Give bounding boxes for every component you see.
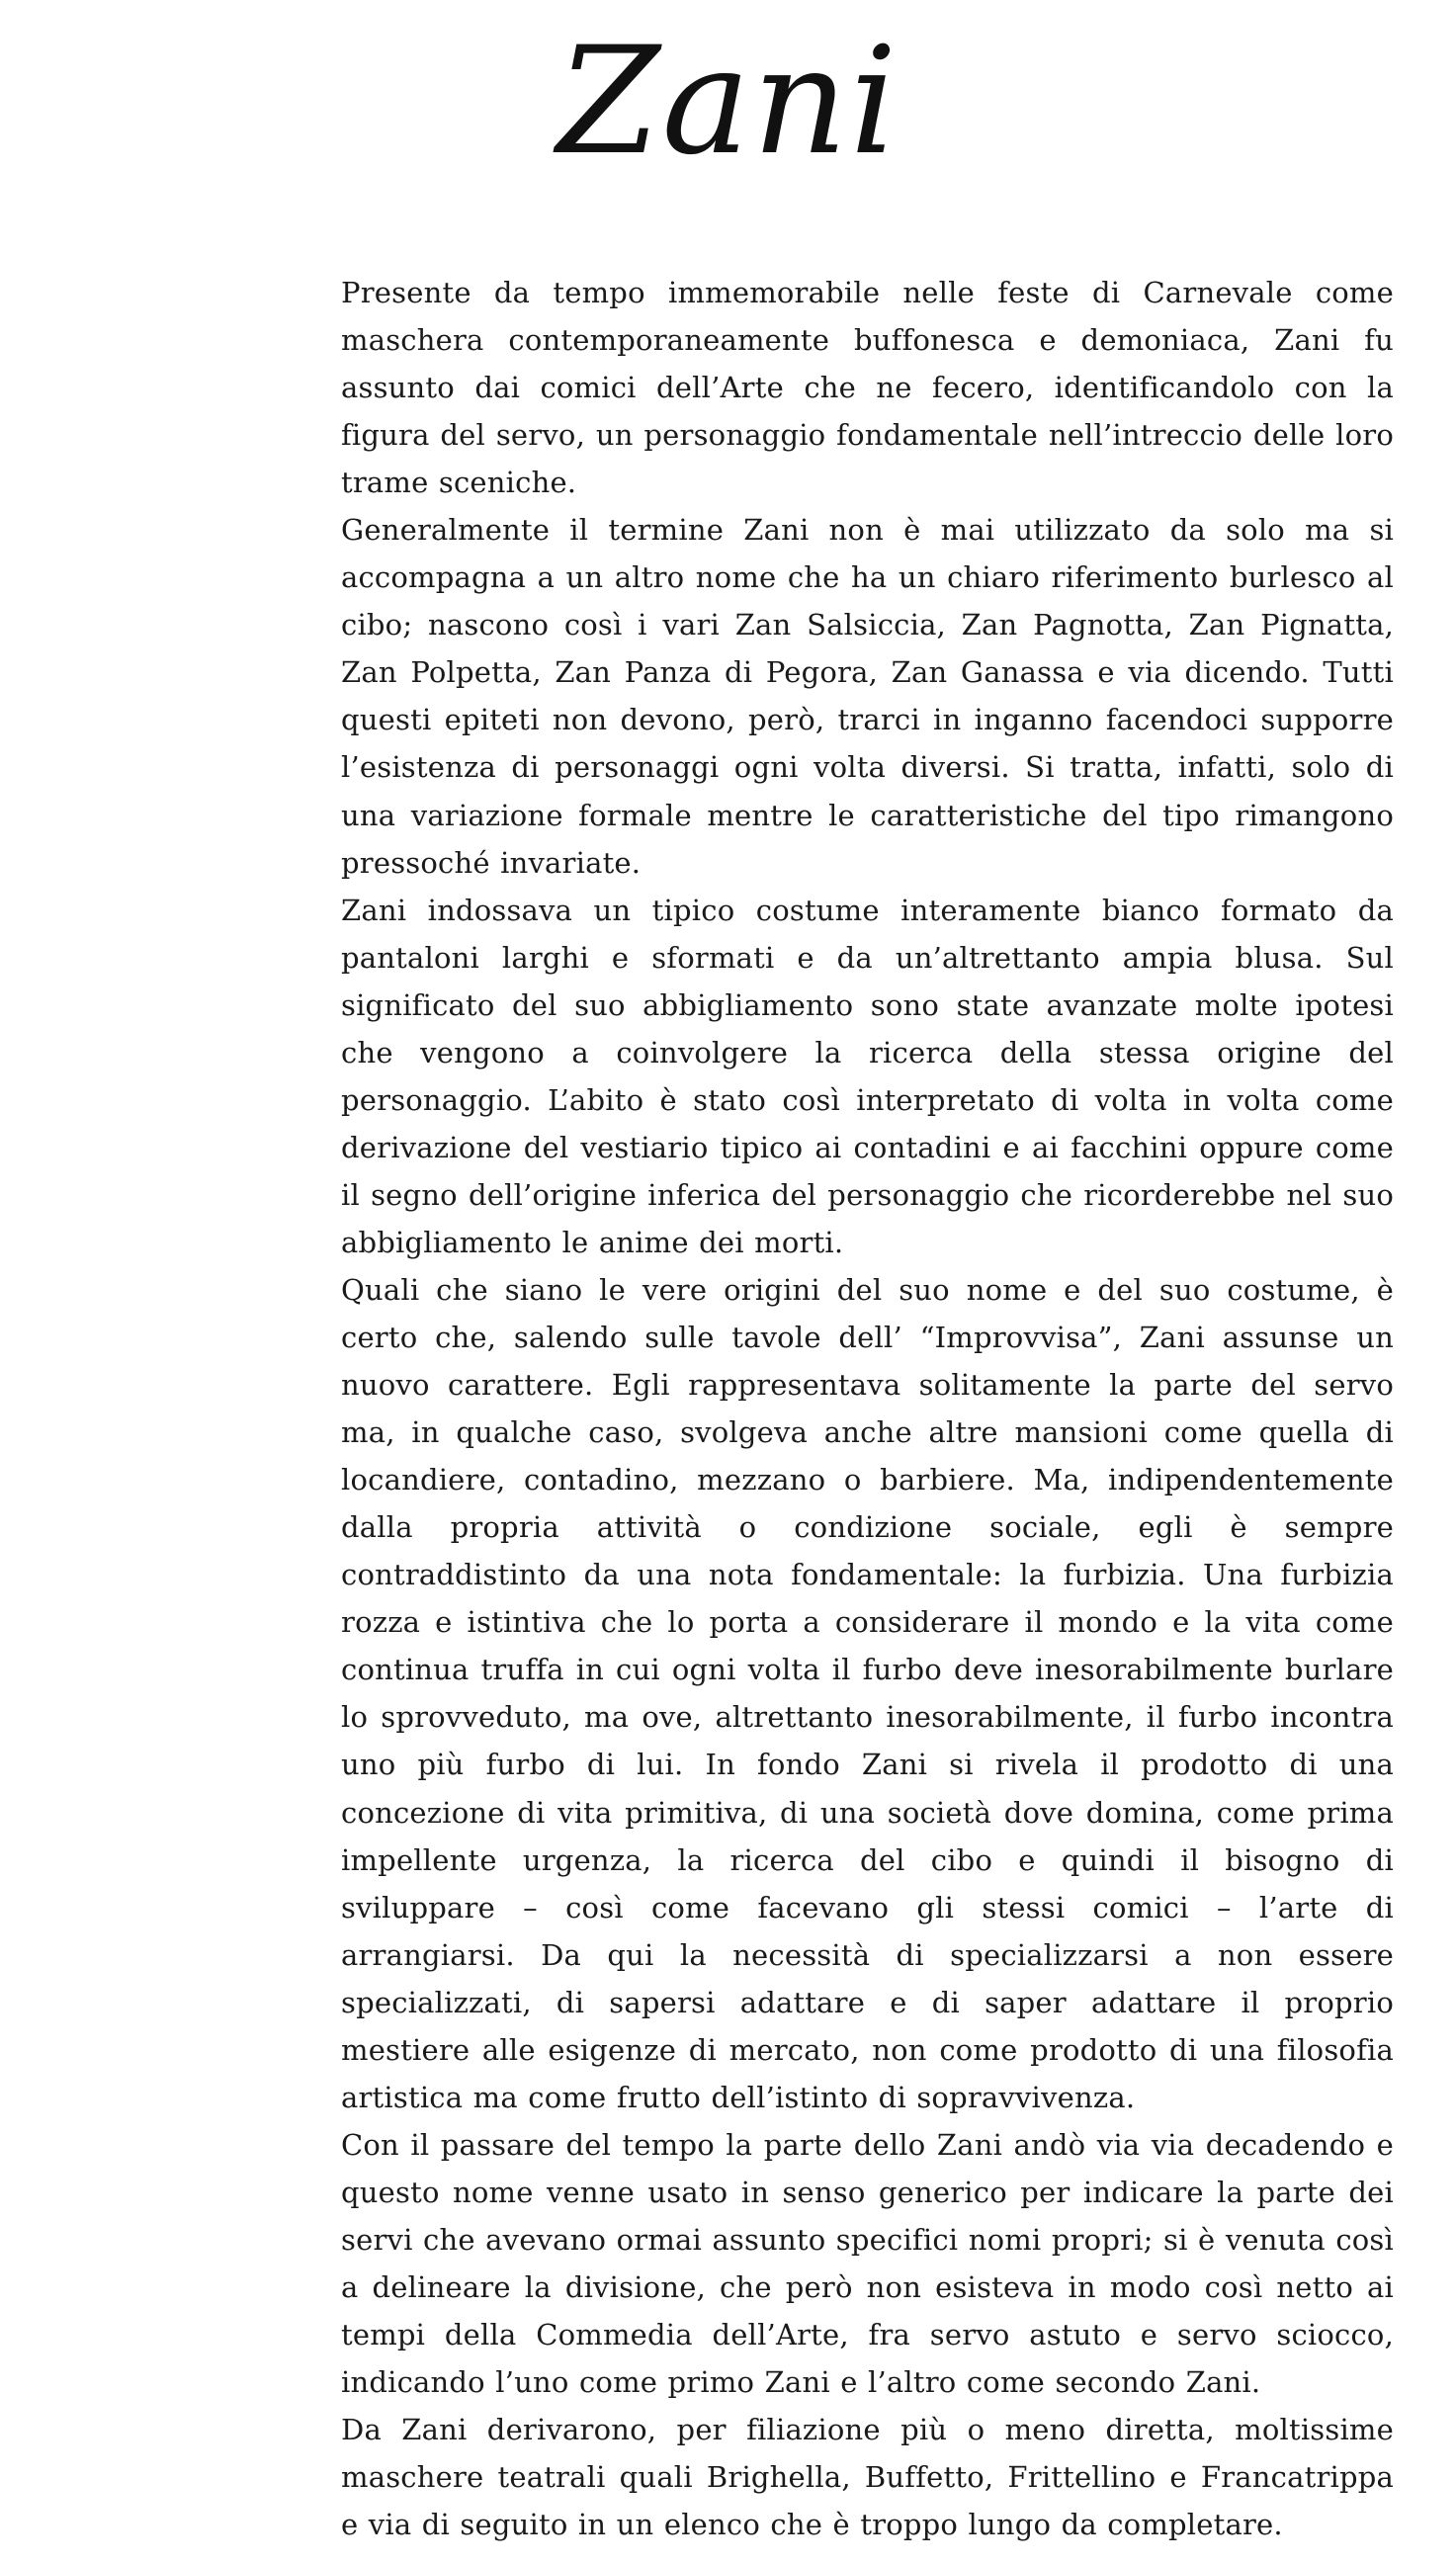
article-body bbox=[341, 269, 1394, 2548]
paragraph-2: Generalmente il termine Zani non è mai utilizzato da solo ma si accompagna a un altro nome che ha un chiaro riferimento burlesco al cibo; nascono così i vari Zan Salsiccia, Zan Pagnotta, Zan Pignatta, Zan Polpetta, Zan Panza di Pegora, Zan Ganassa e via dicendo. Tutti questi epiteti non devono, però, trarci in inganno facendoci supporre l’esistenza di personaggi ogni volta diversi. Si tratta, infatti, solo di una variazione formale mentre le caratteristiche del tipo rimangono pressoché invariate. bbox=[341, 513, 1394, 880]
paragraph-3: Zani indossava un tipico costume interamente bianco formato da pantaloni larghi e sformati e da un’altrettanto ampia blusa. Sul significato del suo abbigliamento sono state avanzate molte ipotesi che vengono a coinvolgere la ricerca della stessa origine del personaggio. L’abito è stato così interpretato di volta in volta come derivazione del vestiario tipico ai contadini e ai facchini oppure come il segno dell’origine inferica del personaggio che ricorderebbe nel suo abbigliamento le anime dei morti. bbox=[341, 893, 1394, 1259]
page-title: Zani bbox=[557, 16, 899, 188]
paragraph-6: Da Zani derivarono, per filiazione più o meno diretta, moltissime maschere teatrali quali Brighella, Buffetto, Frittellino e Francatrippa e via di seguito in un elenco che è troppo lungo da completare. bbox=[341, 2413, 1394, 2542]
paragraph-5: Con il passare del tempo la parte dello Zani andò via via decadendo e questo nome venne usato in senso generico per indicare la parte dei servi che avevano ormai assunto specifici nomi propri; si è venuta così a delineare la divisione, che però non esisteva in modo così netto ai tempi della Commedia dell’Arte, fra servo astuto e servo sciocco, indicando l’uno come primo Zani e l’altro come secondo Zani. bbox=[341, 2127, 1394, 2400]
paragraph-4: Quali che siano le vere origini del suo nome e del suo costume, è certo che, salendo sulle tavole dell’ “Improvvisa”, Zani assunse un nuovo carattere. Egli rappresentava solitamente la parte del servo ma, in qualche caso, svolgeva anche altre mansioni come quella di locandiere, contadino, mezzano o barbiere. Ma, indipendentemente dalla propria attività o condizione sociale, egli è sempre contraddistinto da una nota fondamentale: la furbizia. Una furbizia rozza e istintiva che lo porta a considerare il mondo e la vita come continua truffa in cui ogni volta il furbo deve inesorabilmente burlare lo sprovveduto, ma ove, altrettanto inesorabilmente, il furbo incontra uno più furbo di lui. In fondo Zani si rivela il prodotto di una concezione di vita primitiva, di una società dove domina, come prima impellente urgenza, la ricerca del cibo e quindi il bisogno di sviluppare – così come facevano gli stessi comici – l’arte di arrangiarsi. Da qui la necessità di specializzarsi a non essere specializzati, di sapersi adattare e di saper adattare il proprio mestiere alle esigenze di mercato, non come prodotto di una filosofia artistica ma come frutto dell’istinto di sopravvivenza. bbox=[341, 1272, 1394, 2114]
paragraph-1: Presente da tempo immemorabile nelle feste di Carnevale come maschera contemporaneamente buffonesca e demoniaca, Zani fu assunto dai comici dell’Arte che ne fecero, identificandolo con la figura del servo, un personaggio fondamentale nell’intreccio delle loro trame sceniche. bbox=[341, 276, 1394, 500]
